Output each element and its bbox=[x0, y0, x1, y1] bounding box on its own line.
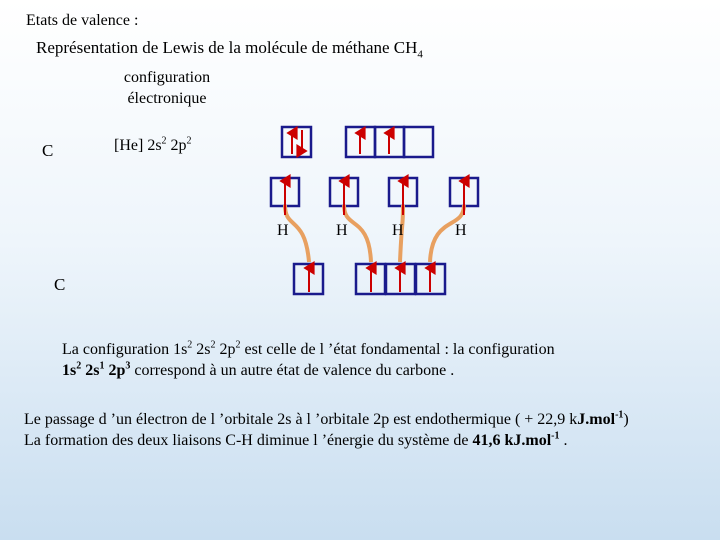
excited-carbon-boxes bbox=[294, 264, 445, 294]
para1-line1-c-sup: 2 bbox=[235, 339, 241, 351]
subtitle-text: Représentation de Lewis de la molécule de méthane CH bbox=[36, 38, 418, 57]
hydrogen-label-1: H bbox=[277, 222, 289, 239]
ground-2p-box-3 bbox=[404, 127, 433, 157]
energy-paragraph bbox=[24, 410, 629, 452]
ground-2s-box bbox=[282, 127, 311, 157]
para2-line1 bbox=[24, 410, 629, 431]
para1-line2-c-sup: 3 bbox=[125, 360, 131, 372]
para1-line1-c: 2p bbox=[215, 341, 236, 358]
bond-curve-2 bbox=[344, 205, 371, 262]
config-p-superscript: 2 bbox=[186, 135, 192, 147]
para2-line1-bold-sup: -1 bbox=[615, 409, 624, 421]
para2-line1-end: ) bbox=[623, 411, 629, 428]
atom-carbon-bottom: C bbox=[54, 275, 66, 294]
para1-line1-d: est celle de l ’état fondamental : la configuration bbox=[240, 341, 555, 358]
para1-line1-a-sup: 2 bbox=[187, 339, 193, 351]
ground-state-paragraph bbox=[62, 340, 555, 382]
para2-line2 bbox=[24, 431, 629, 452]
config-label-line1: configuration bbox=[123, 69, 211, 86]
config-mid: 2p bbox=[166, 137, 187, 154]
para1-line1 bbox=[62, 340, 555, 361]
para2-line2-bold: 41,6 kJ.mol bbox=[472, 431, 552, 449]
bond-curves bbox=[285, 205, 464, 262]
hydrogen-boxes bbox=[271, 178, 478, 206]
page-heading: Etats de valence : bbox=[26, 12, 139, 29]
subtitle-subscript: 4 bbox=[417, 48, 423, 61]
hydrogen-label-4: H bbox=[455, 222, 467, 239]
config-s-superscript: 2 bbox=[161, 135, 167, 147]
para1-line2 bbox=[62, 361, 555, 382]
hydrogen-label-2: H bbox=[336, 222, 348, 239]
para1-line1-b: 2s bbox=[192, 341, 211, 358]
hydrogen-label-3: H bbox=[392, 222, 404, 239]
para1-line2-b-sup: 1 bbox=[99, 360, 105, 372]
para1-line2-d: correspond à un autre état de valence du carbone . bbox=[130, 361, 455, 379]
para1-line2-c: 2p bbox=[104, 361, 126, 379]
excited-carbon-electrons bbox=[309, 268, 430, 292]
config-label-line2: électronique bbox=[127, 90, 207, 108]
hydrogen-electrons bbox=[285, 181, 464, 215]
atom-carbon-top: C bbox=[42, 141, 54, 160]
para2-line1-text: Le passage d ’un électron de l ’orbitale 2s à l ’orbitale 2p est endothermique ( + 22,9 k bbox=[24, 411, 578, 428]
para1-line2-a-sup: 2 bbox=[76, 360, 82, 372]
para1-line2-b: 2s bbox=[81, 361, 100, 379]
para2-line1-bold: J.mol bbox=[577, 411, 616, 428]
para1-line1-a: La configuration 1s bbox=[62, 341, 188, 358]
para2-line2-text: La formation des deux liaisons C-H diminue l ’énergie du système de bbox=[24, 431, 473, 449]
config-prefix: [He] 2s bbox=[114, 137, 162, 154]
para1-line2-a: 1s bbox=[62, 361, 77, 379]
para2-line2-end: . bbox=[559, 431, 568, 449]
para1-line1-b-sup: 2 bbox=[210, 339, 216, 351]
para2-line2-bold-sup: -1 bbox=[551, 430, 560, 442]
